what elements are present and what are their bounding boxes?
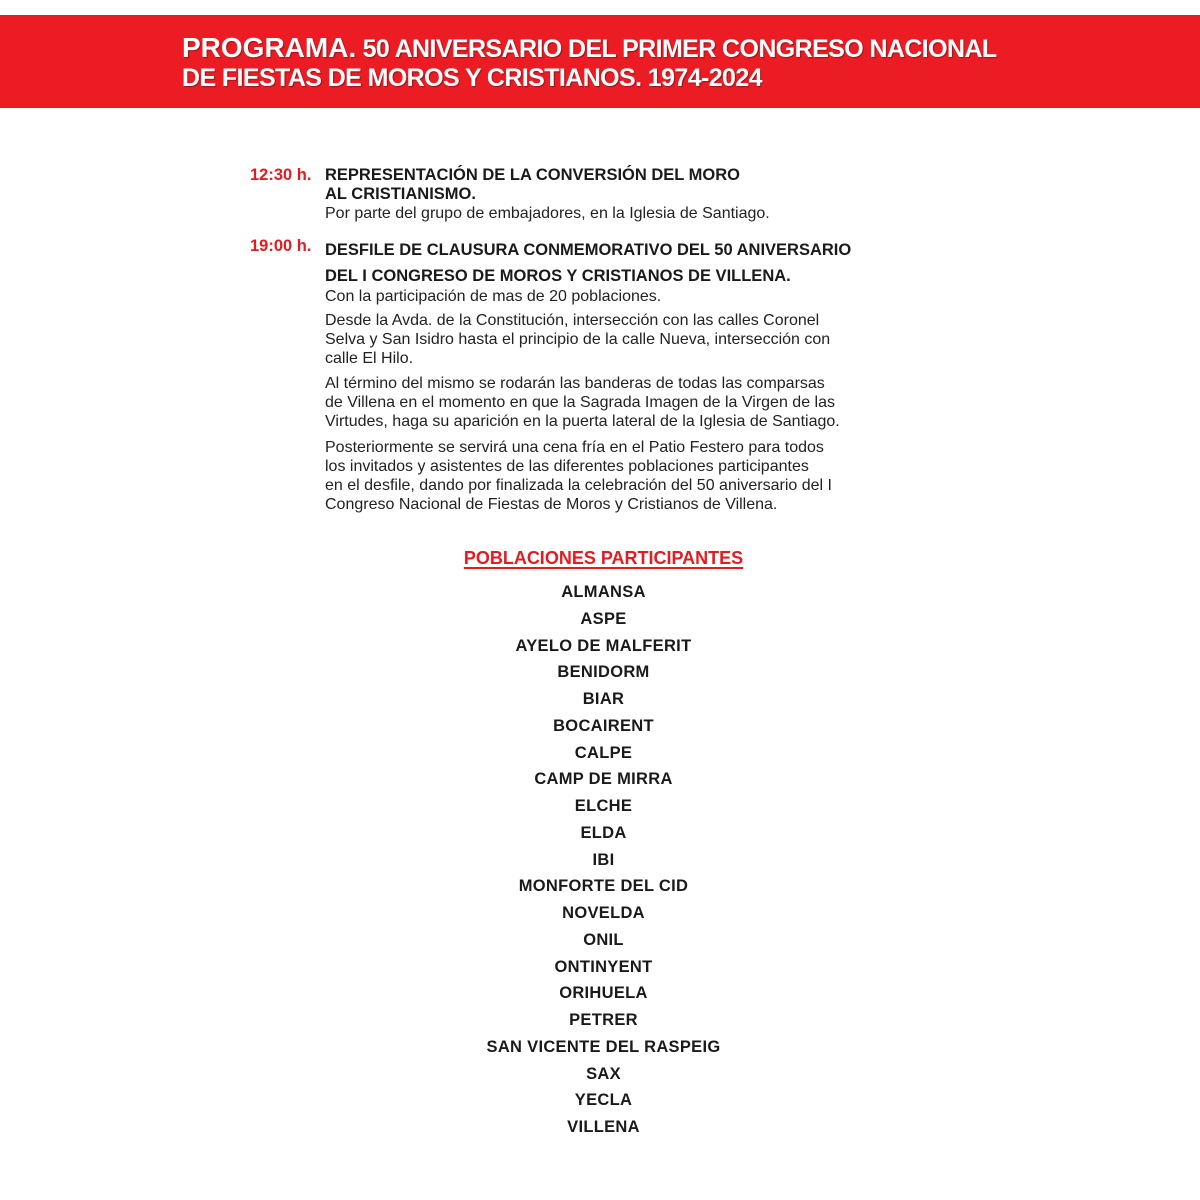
participants-list — [0, 579, 1200, 1141]
desc-line: Congreso Nacional de Fiestas de Moros y Cristianos de Villena. — [325, 496, 778, 513]
list-item: PETRER — [569, 1011, 638, 1029]
list-item: ONIL — [583, 930, 624, 949]
title-line-1-rest: 50 ANIVERSARIO DEL PRIMER CONGRESO NACIONAL — [356, 35, 997, 63]
desc-line: Virtudes, haga su aparición en la puerta lateral de la Iglesia de Santiago. — [325, 413, 840, 430]
list-item: SAN VICENTE DEL RASPEIG — [486, 1037, 721, 1056]
event-paragraph-route — [325, 311, 830, 368]
event-paragraph-participation — [325, 287, 661, 306]
event-title-line: AL CRISTIANISMO. — [325, 185, 476, 203]
participants-heading: POBLACIONES PARTICIPANTES — [463, 548, 744, 568]
list-item: AYELO DE MALFERIT — [515, 636, 692, 655]
desc-line: en el desfile, dando por finalizada la celebración del 50 aniversario del I — [325, 477, 832, 494]
list-item: VILLENA — [567, 1118, 640, 1136]
header-banner — [0, 15, 1200, 108]
event-paragraph-dinner — [325, 438, 832, 514]
event-time: 12:30 h. — [250, 166, 312, 184]
list-item: YECLA — [574, 1091, 633, 1110]
event-description — [325, 204, 770, 223]
desc-line: Desde la Avda. de la Constitución, intersección con las calles Coronel — [325, 312, 820, 329]
list-item: NOVELDA — [562, 904, 645, 922]
event-paragraph-banners — [325, 374, 840, 431]
list-item: ELDA — [580, 823, 627, 842]
event-title-line: REPRESENTACIÓN DE LA CONVERSIÓN DEL MORO — [325, 166, 740, 184]
list-item: BENIDORM — [557, 663, 650, 682]
event-title — [325, 166, 740, 204]
desc-line: Al término del mismo se rodarán las banderas de todas las comparsas — [325, 375, 825, 392]
list-item: MONFORTE DEL CID — [518, 877, 689, 896]
list-item: ASPE — [580, 609, 627, 628]
list-item: IBI — [592, 850, 615, 869]
event-time: 19:00 h. — [250, 237, 312, 255]
list-item: ORIHUELA — [559, 984, 648, 1003]
list-item: BOCAIRENT — [553, 716, 654, 735]
list-item: BIAR — [582, 690, 625, 708]
list-item: ALMANSA — [561, 583, 646, 601]
title-programa: PROGRAMA. — [182, 32, 357, 63]
desc-line: Con la participación de mas de 20 poblaciones. — [325, 288, 662, 305]
desc-line: Selva y San Isidro hasta el principio de la calle Nueva, intersección con — [325, 331, 831, 348]
desc-line: Posteriormente se servirá una cena fría en el Patio Festero para todos — [325, 439, 824, 456]
desc-line: los invitados y asistentes de las diferentes poblaciones participantes — [325, 458, 809, 475]
list-item: ONTINYENT — [554, 957, 653, 976]
desc-line: de Villena en el momento en que la Sagrada Imagen de la Virgen de las — [325, 394, 835, 411]
title-line-1 — [182, 33, 997, 64]
desc-line: calle El Hilo. — [325, 350, 414, 367]
list-item: ELCHE — [574, 797, 633, 815]
event-title — [325, 237, 851, 289]
desc-line: Por parte del grupo de embajadores, en la Iglesia de Santiago. — [325, 205, 770, 222]
event-title-line: DEL I CONGRESO DE MOROS Y CRISTIANOS DE VILLENA. — [325, 267, 791, 285]
list-item: CAMP DE MIRRA — [534, 770, 673, 789]
page-title — [182, 33, 997, 93]
title-line-2: DE FIESTAS DE MOROS Y CRISTIANOS. 1974-2024 — [182, 64, 762, 92]
list-item: CALPE — [574, 743, 633, 762]
list-item: SAX — [586, 1064, 621, 1083]
event-title-line: DESFILE DE CLAUSURA CONMEMORATIVO DEL 50 ANIVERSARIO — [325, 241, 852, 259]
